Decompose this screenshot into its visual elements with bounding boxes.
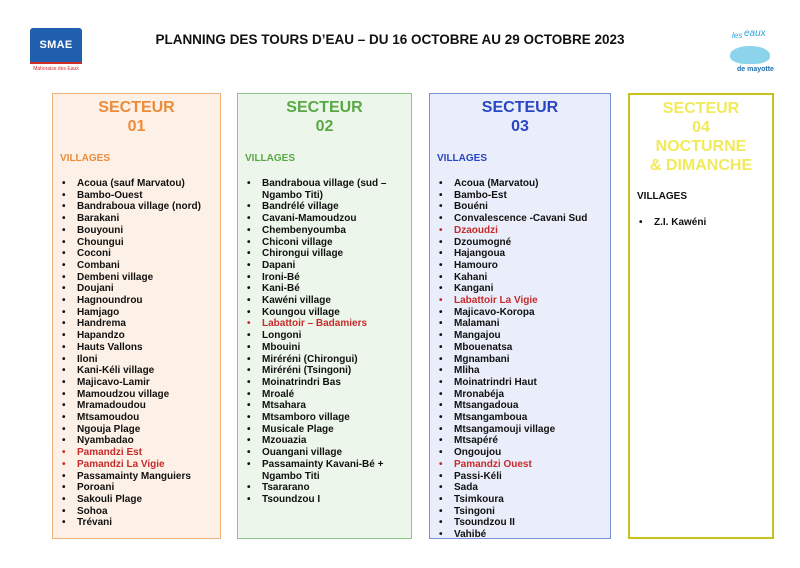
village-item: • Mtsahara <box>246 400 411 412</box>
eaux-logo-line2: eaux <box>744 28 766 39</box>
village-item: • Z.I. Kawéni <box>638 217 772 229</box>
sector-04-title-nocturne: NOCTURNE <box>655 138 747 155</box>
village-item: • Hajangoua <box>438 248 610 260</box>
village-item: • Doujani <box>61 283 220 295</box>
sector-03-title <box>430 98 610 136</box>
village-item: • Sada <box>438 482 610 494</box>
sector-02-panel <box>237 93 412 539</box>
village-item: • Passamainty Kavani-Bé + Ngambo Titi <box>246 459 411 482</box>
village-item: • Malamani <box>438 318 610 330</box>
sector-03-panel <box>429 93 611 539</box>
village-item: • Pamandzi Est <box>61 447 220 459</box>
village-item: • Kawéni village <box>246 295 411 307</box>
village-item: • Bambo-Est <box>438 190 610 202</box>
sector-03-title-number: 03 <box>511 118 529 135</box>
water-drop-icon <box>730 46 770 64</box>
village-item: • Tsararano <box>246 482 411 494</box>
village-item: • Kangani <box>438 283 610 295</box>
village-item: • Mtsangadoua <box>438 400 610 412</box>
village-item: • Chiconi village <box>246 237 411 249</box>
village-item: • Ironi-Bé <box>246 272 411 284</box>
village-item: • Mbouenatsa <box>438 342 610 354</box>
village-item: • Mliha <box>438 365 610 377</box>
village-item: • Iloni <box>61 354 220 366</box>
village-item: • Dzaoudzi <box>438 225 610 237</box>
village-item: • Tsingoni <box>438 506 610 518</box>
sector-01-title-number: 01 <box>127 118 146 135</box>
village-item: • Majicavo-Koropa <box>438 307 610 319</box>
village-item: • Combani <box>61 260 220 272</box>
village-item: • Miréréni (Chirongui) <box>246 354 411 366</box>
village-item: • Moinatrindri Bas <box>246 377 411 389</box>
sector-01-village-list <box>53 178 220 529</box>
village-item: • Tsimkoura <box>438 494 610 506</box>
village-item: • Ngouja Plage <box>61 424 220 436</box>
village-item: • Longoni <box>246 330 411 342</box>
village-item: • Labattoir La Vigie <box>438 295 610 307</box>
village-item: • Majicavo-Lamir <box>61 377 220 389</box>
village-item: • Mgnambani <box>438 354 610 366</box>
village-item: • Tsoundzou I <box>246 494 411 506</box>
village-item: • Miréréni (Tsingoni) <box>246 365 411 377</box>
village-item: • Vahibé <box>438 529 610 541</box>
sector-04-title-number: 04 <box>692 119 710 136</box>
village-item: • Bandraboua village (sud – Ngambo Titi) <box>246 178 411 201</box>
village-item: • Musicale Plage <box>246 424 411 436</box>
village-item: • Barakani <box>61 213 220 225</box>
sector-04-title-label: SECTEUR <box>662 100 740 117</box>
eaux-logo-line3: de mayotte <box>737 66 774 73</box>
village-item: • Kani-Bé <box>246 283 411 295</box>
page-title: PLANNING DES TOURS D’EAU – DU 16 OCTOBRE AU 29 OCTOBRE 2023 <box>155 32 625 47</box>
village-item: • Ongoujou <box>438 447 610 459</box>
sector-02-village-list <box>238 178 411 506</box>
village-item: • Mroalé <box>246 389 411 401</box>
village-item: • Koungou village <box>246 307 411 319</box>
village-item: • Hamouro <box>438 260 610 272</box>
village-item: • Kahani <box>438 272 610 284</box>
sector-02-title-number: 02 <box>315 118 334 135</box>
eaux-logo-line1: les <box>732 31 743 40</box>
sector-02-title <box>238 98 411 136</box>
smae-logo <box>30 28 82 86</box>
village-item: • Handrema <box>61 318 220 330</box>
sector-01-villages-label: VILLAGES <box>60 153 111 164</box>
village-item: • Moinatrindri Haut <box>438 377 610 389</box>
village-item: • Mtsangamboua <box>438 412 610 424</box>
village-item: • Bouéni <box>438 201 610 213</box>
village-item: • Mtsangamouji village <box>438 424 610 436</box>
sector-04-village-list <box>630 217 772 229</box>
village-item: • Hamjago <box>61 307 220 319</box>
village-item: • Acoua (sauf Marvatou) <box>61 178 220 190</box>
village-item: • Acoua (Marvatou) <box>438 178 610 190</box>
village-item: • Mtsamboro village <box>246 412 411 424</box>
village-item: • Hagnoundrou <box>61 295 220 307</box>
sector-02-villages-label: VILLAGES <box>245 153 296 164</box>
sector-04-title <box>630 99 772 175</box>
sector-02-title-label: SECTEUR <box>286 99 363 116</box>
village-item: • Pamandzi Ouest <box>438 459 610 471</box>
village-item: • Choungui <box>61 237 220 249</box>
sector-04-title-dimanche: & DIMANCHE <box>649 157 753 174</box>
village-item: • Mangajou <box>438 330 610 342</box>
eaux-de-mayotte-logo <box>722 28 778 76</box>
sector-01-title <box>53 98 220 136</box>
sector-01-panel <box>52 93 221 539</box>
village-item: • Pamandzi La Vigie <box>61 459 220 471</box>
village-item: • Trévani <box>61 517 220 529</box>
village-item: • Dapani <box>246 260 411 272</box>
village-item: • Chirongui village <box>246 248 411 260</box>
smae-logo-name: SMAE <box>30 28 82 62</box>
village-item: • Ouangani village <box>246 447 411 459</box>
village-item: • Dzoumogné <box>438 237 610 249</box>
smae-logo-tagline: Mahoraise des Eaux <box>33 66 79 72</box>
village-item: • Bandraboua village (nord) <box>61 201 220 213</box>
village-item: • Nyambadao <box>61 435 220 447</box>
village-item: • Mronabéja <box>438 389 610 401</box>
sector-03-villages-label: VILLAGES <box>437 153 488 164</box>
village-item: • Sohoa <box>61 506 220 518</box>
sector-04-panel <box>628 93 774 539</box>
sector-04-villages-label: VILLAGES <box>637 191 688 202</box>
village-item: • Hapandzo <box>61 330 220 342</box>
village-item: • Dembeni village <box>61 272 220 284</box>
sector-03-title-label: SECTEUR <box>481 99 559 116</box>
village-item: • Convalescence -Cavani Sud <box>438 213 610 225</box>
smae-logo-stripe <box>30 62 82 64</box>
village-item: • Coconi <box>61 248 220 260</box>
village-item: • Bandrélé village <box>246 201 411 213</box>
village-item: • Labattoir – Badamiers <box>246 318 411 330</box>
village-item: • Tsoundzou II <box>438 517 610 529</box>
sector-01-title-label: SECTEUR <box>98 99 175 116</box>
village-item: • Hauts Vallons <box>61 342 220 354</box>
village-item: • Mamoudzou village <box>61 389 220 401</box>
village-item: • Poroani <box>61 482 220 494</box>
sector-03-village-list <box>430 178 610 541</box>
village-item: • Passamainty Manguiers <box>61 471 220 483</box>
village-item: • Chembenyoumba <box>246 225 411 237</box>
village-item: • Mtsamoudou <box>61 412 220 424</box>
village-item: • Bambo-Ouest <box>61 190 220 202</box>
village-item: • Passi-Kéli <box>438 471 610 483</box>
village-item: • Bouyouni <box>61 225 220 237</box>
village-item: • Kani-Kéli village <box>61 365 220 377</box>
village-item: • Mramadoudou <box>61 400 220 412</box>
village-item: • Cavani-Mamoudzou <box>246 213 411 225</box>
village-item: • Mzouazia <box>246 435 411 447</box>
village-item: • Mbouini <box>246 342 411 354</box>
village-item: • Mtsapéré <box>438 435 610 447</box>
village-item: • Sakouli Plage <box>61 494 220 506</box>
